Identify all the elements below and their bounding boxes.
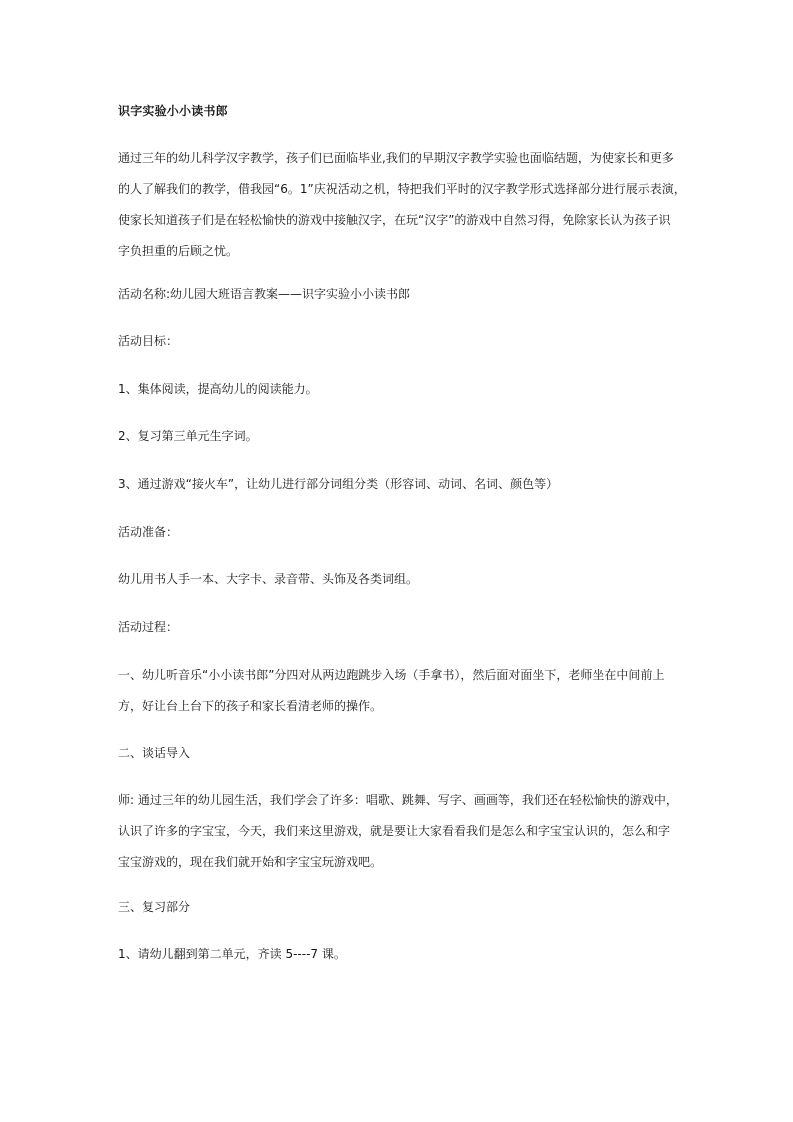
step-2-heading: 二、谈话导入 bbox=[118, 746, 191, 760]
goal-item-2: 2、复习第三单元生字词。 bbox=[118, 429, 258, 443]
prep-heading: 活动准备： bbox=[118, 525, 179, 539]
prep-text: 幼儿用书人手一本、大字卡、录音带、头饰及各类词组。 bbox=[118, 572, 419, 586]
intro-line: 字负担重的后顾之忧。 bbox=[118, 244, 239, 258]
step-1-line: 一、幼儿听音乐“小小读书郎”分四对从两边跑跳步入场（手拿书），然后面对面坐下，老师坐在中间前上 bbox=[118, 668, 665, 682]
step-3-item-1: 1、请幼儿翻到第二单元，齐读 5----7 课。 bbox=[118, 947, 346, 961]
intro-line: 通过三年的幼儿科学汉字教学，孩子们已面临毕业,我们的早期汉字教学实验也面临结题，为使家长和更多 bbox=[118, 151, 674, 165]
step-3-heading: 三、复习部分 bbox=[118, 900, 191, 914]
goal-item-3: 3、通过游戏“接火车”，让幼儿进行部分词组分类（形容词、动词、名词、颜色等） bbox=[118, 477, 559, 491]
step-2-line: 认识了许多的字宝宝，今天，我们来这里游戏，就是要让大家看看我们是怎么和字宝宝认识的，怎么和字 bbox=[118, 824, 671, 838]
step-2-line: 师: 通过三年的幼儿园生活，我们学会了许多：唱歌、跳舞、写字、画画等，我们还在轻松愉快的游戏中， bbox=[118, 793, 678, 807]
process-heading: 活动过程： bbox=[118, 620, 179, 634]
goal-item-1: 1、集体阅读，提高幼儿的阅读能力。 bbox=[118, 382, 318, 396]
intro-paragraph bbox=[118, 143, 686, 267]
intro-line: 的人了解我们的教学，借我园“6。1”庆祝活动之机，特把我们平时的汉字教学形式选择部分进行展示表演， bbox=[118, 182, 686, 196]
step-2-line: 宝宝游戏的，现在我们就开始和字宝宝玩游戏吧。 bbox=[118, 855, 383, 869]
step-2-paragraph bbox=[118, 785, 678, 878]
step-1-paragraph bbox=[118, 660, 678, 722]
step-1-line: 方，好让台上台下的孩子和家长看清老师的操作。 bbox=[118, 699, 383, 713]
document-title: 识字实验小小读书郎 bbox=[118, 104, 228, 118]
goals-heading: 活动目标： bbox=[118, 334, 179, 348]
activity-name: 活动名称:幼儿园大班语言教案——识字实验小小读书郎 bbox=[118, 287, 411, 301]
intro-line: 使家长知道孩子们是在轻松愉快的游戏中接触汉字，在玩“汉字”的游戏中自然习得，免除家长认为孩子识 bbox=[118, 213, 671, 227]
